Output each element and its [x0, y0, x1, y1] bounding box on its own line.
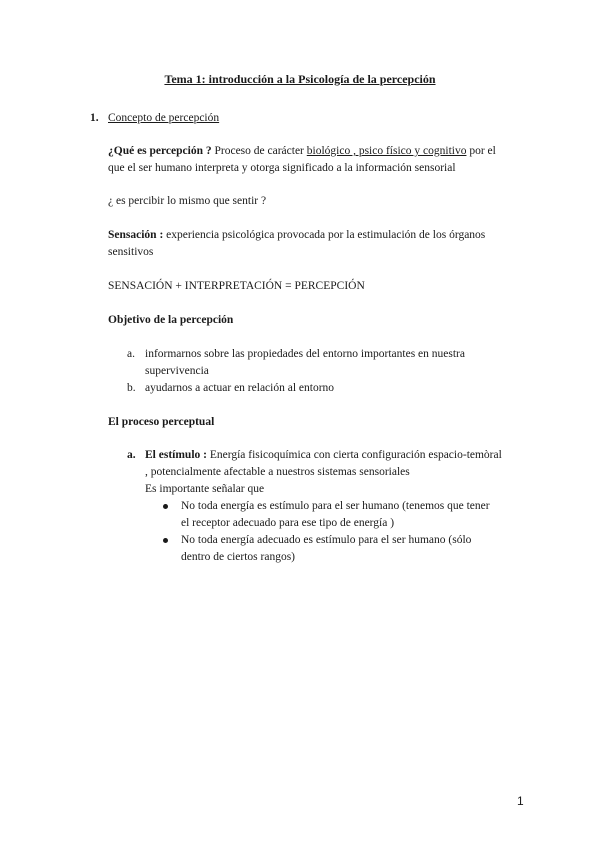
objective-item-b: ayudarnos a actuar en relación al entorno — [145, 382, 335, 394]
bullet-item-1-line-2: el receptor adecuado para ese tipo de energía ) — [181, 517, 395, 529]
bullet-icon — [163, 504, 168, 509]
definition-term: ¿Qué es percepción ? — [108, 145, 212, 157]
bullet-icon — [163, 538, 168, 543]
definition-line-2: que el ser humano interpreta y otorga significado a la información sensorial — [108, 162, 456, 174]
section-number: 1. — [90, 112, 99, 124]
definition-line-1 — [108, 143, 528, 160]
stimulus-line-1 — [145, 447, 528, 464]
stimulus-definition: Energía fisicoquímica con cierta configuración espacio-temòral — [206, 449, 502, 461]
stimulus-term: El estímulo : — [145, 449, 207, 461]
bullet-item-2-line-2: dentro de ciertos rangos) — [181, 551, 296, 563]
sensation-line-1 — [108, 227, 528, 244]
bullet-item-2-line-1: No toda energía adecuado es estímulo para el ser humano (sólo — [181, 534, 472, 546]
objective-marker-a: a. — [127, 348, 135, 360]
document-title: Tema 1: introducción a la Psicología de la percepción — [164, 72, 436, 86]
process-marker-a: a. — [127, 449, 136, 461]
objective-marker-b: b. — [127, 382, 136, 394]
objective-item-a-line-2: supervivencia — [145, 365, 209, 377]
objective-item-a-line-1: informarnos sobre las propiedades del entorno importantes en nuestra — [145, 348, 465, 360]
formula-text: SENSACIÓN + INTERPRETACIÓN = PERCEPCIÓN — [108, 280, 365, 292]
stimulus-line-3: Es importante señalar que — [145, 483, 265, 495]
definition-pre: Proceso de carácter — [211, 145, 307, 157]
stimulus-line-2: , potencialmente afectable a nuestros sistemas sensoriales — [145, 466, 410, 478]
sensation-definition: experiencia psicológica provocada por la estimulación de los órganos — [163, 229, 486, 241]
sensation-line-2: sensitivos — [108, 246, 154, 258]
section-heading: Concepto de percepción — [108, 112, 220, 124]
process-heading: El proceso perceptual — [108, 416, 215, 428]
bullet-item-1-line-1: No toda energía es estímulo para el ser humano (tenemos que tener — [181, 500, 490, 512]
definition-post: por el — [466, 145, 496, 157]
question-text: ¿ es percibir lo mismo que sentir ? — [108, 195, 267, 207]
definition-link: biológico , psico físico y cognitivo — [306, 145, 467, 157]
sensation-term: Sensación : — [108, 229, 164, 241]
objective-heading: Objetivo de la percepción — [108, 314, 234, 326]
page-number: 1 — [517, 794, 524, 808]
